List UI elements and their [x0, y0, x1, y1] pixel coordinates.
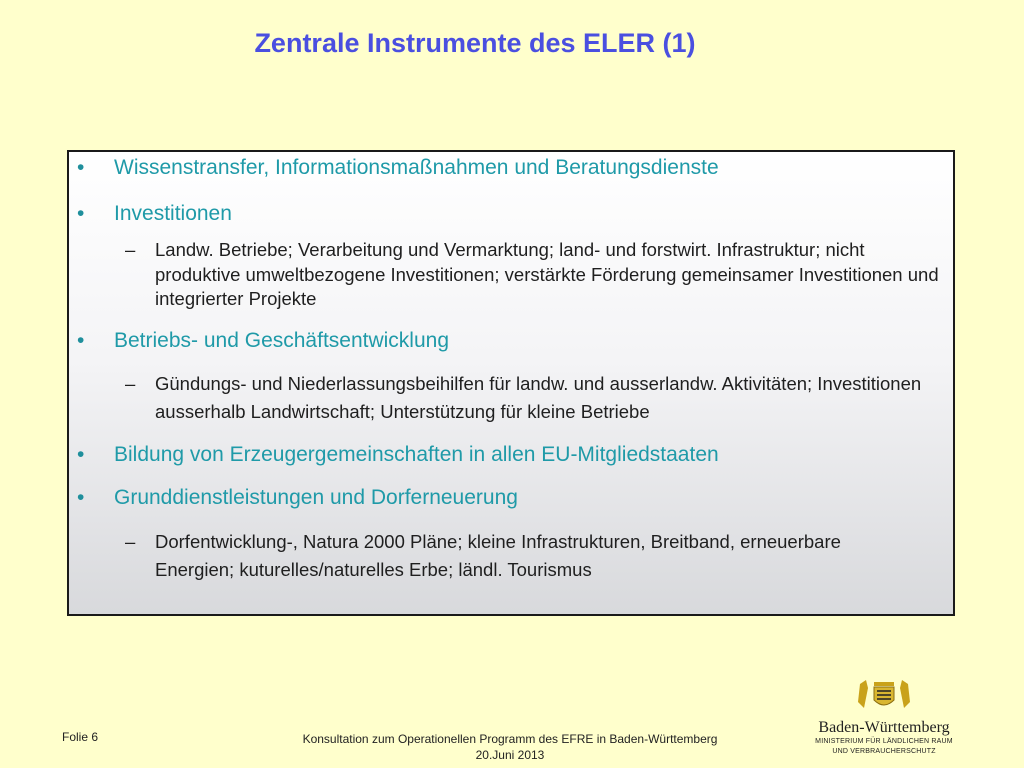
bullet-item [77, 329, 449, 353]
footer [250, 731, 770, 763]
bullet-text: Wissenstransfer, Informationsmaßnahmen und Beratungsdienste [114, 156, 719, 179]
bullet-text: Bildung von Erzeugergemeinschaften in allen EU-Mitgliedstaaten [114, 443, 719, 466]
coat-of-arms-icon [852, 678, 916, 712]
bullet-item [77, 486, 518, 510]
sub-text: Landw. Betriebe; Verarbeitung und Vermarktung; land- und forstwirt. Infrastruktur; nicht produktive umweltbezogene Investitionen; verstärkte Förderung gemeinsamer Investitionen und integrierter Projekte [155, 239, 939, 309]
bullet-text: Grunddienstleistungen und Dorferneuerung [114, 486, 518, 509]
dash-symbol: – [125, 373, 136, 394]
bullet-symbol: • [77, 443, 85, 466]
bullet-symbol: • [77, 329, 85, 352]
content-box [67, 150, 955, 616]
footer-line-2: 20.Juni 2013 [475, 748, 545, 762]
bullet-item [77, 202, 232, 226]
dash-symbol: – [125, 239, 136, 260]
sub-text: Gündungs- und Niederlassungsbeihilfen für landw. und ausserlandw. Aktivitäten; Investitionen ausserhalb Landwirtschaft; Unterstützung für kleine Betriebe [155, 373, 922, 422]
sub-item [125, 238, 955, 312]
bullet-item [77, 156, 719, 180]
logo-subtitle-1: MINISTERIUM FÜR LÄNDLICHEN RAUM [815, 738, 953, 745]
ministry-logo [804, 678, 964, 757]
bullet-text: Investitionen [114, 202, 232, 225]
sub-item [125, 528, 875, 584]
logo-name: Baden-Württemberg [818, 719, 950, 736]
sub-item [125, 370, 955, 426]
dash-symbol: – [125, 531, 136, 552]
slide-number: Folie 6 [62, 730, 99, 744]
bullet-symbol: • [77, 156, 85, 179]
sub-text: Dorfentwicklung-, Natura 2000 Pläne; kleine Infrastrukturen, Breitband, erneuerbare Energien; kuturelles/naturelles Erbe; ländl. Tourismus [155, 531, 841, 580]
bullet-text: Betriebs- und Geschäftsentwicklung [114, 329, 450, 352]
slide-title: Zentrale Instrumente des ELER (1) [254, 28, 696, 58]
logo-subtitle-2: UND VERBRAUCHERSCHUTZ [832, 748, 936, 755]
footer-line-1: Konsultation zum Operationellen Programm des EFRE in Baden-Württemberg [302, 732, 718, 746]
bullet-symbol: • [77, 202, 85, 225]
bullet-symbol: • [77, 486, 85, 509]
bullet-item [77, 443, 719, 467]
